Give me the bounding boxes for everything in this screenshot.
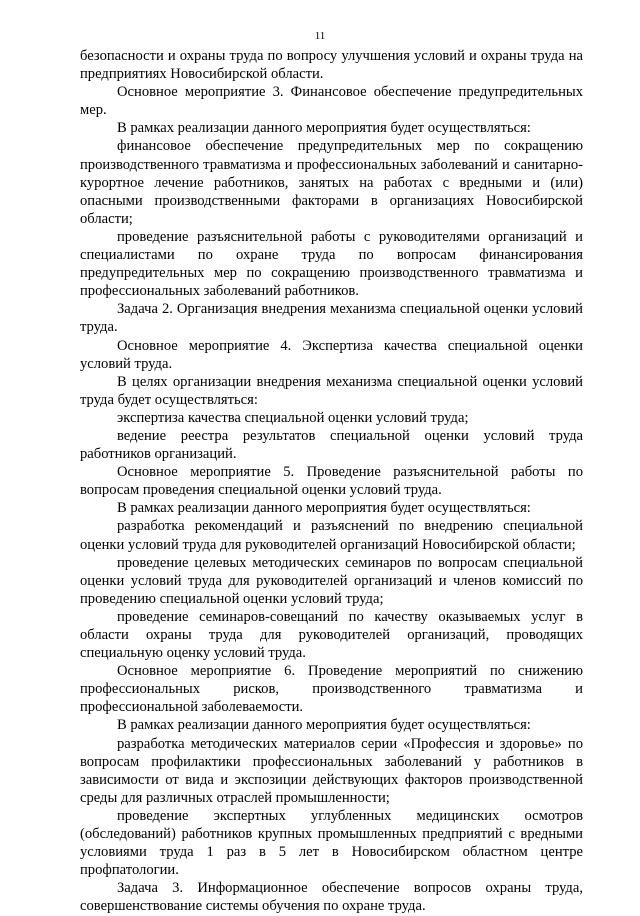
paragraph: ведение реестра результатов специальной оценки условий труда работников организаций. [80,427,583,463]
paragraph: разработка методических материалов серии «Профессия и здоровье» по вопросам профилактики профессиональных заболеваний у работников в зависимости от вида и экспозиции действующих факторов производственной среды для различных отраслей промышленности; [80,735,583,806]
paragraph: Основное мероприятие 3. Финансовое обеспечение предупредительных мер. [80,84,583,119]
paragraph: финансовое обеспечение предупредительных мер по сокращению производственного травматизма и профессиональных заболеваний и санитарно-курортное лечение работников, занятых на работах с вредными и (или) опасными производственными факторами в организациях Новосибирской области; [80,138,583,227]
paragraph: проведение экспертных углубленных медицинских осмотров (обследований) работников крупных промышленных предприятий с вредными условиями труда 1 раз в 5 лет в Новосибирском областном центре профпатологии. [80,807,583,879]
paragraph: безопасности и охраны труда по вопросу улучшения условий и охраны труда на предприятиях Новосибирской области. [80,48,583,83]
document-body [80,47,583,916]
paragraph: В целях организации внедрения механизма специальной оценки условий труда будет осуществляться: [80,373,583,408]
page-number: 11 [314,30,326,42]
paragraph: В рамках реализации данного мероприятия будет осуществляться: [117,500,531,517]
paragraph: проведение разъяснительной работы с руководителями организаций и специалистами по охране труда по вопросам финансирования предупредительных мер по сокращению производственного травматизма и профессиональных заболеваний работников. [80,228,583,300]
paragraph: Задача 2. Организация внедрения механизма специальной оценки условий труда. [80,301,583,336]
paragraph: Основное мероприятие 4. Экспертиза качества специальной оценки условий труда. [80,337,583,372]
paragraph: В рамках реализации данного мероприятия будет осуществляться: [117,717,531,734]
paragraph: проведение семинаров-совещаний по качеству оказываемых услуг в области охраны труда для руководителей организаций, проводящих специальную оценку условий труда. [80,608,583,662]
paragraph: экспертиза качества специальной оценки условий труда; [117,409,469,426]
paragraph: Основное мероприятие 6. Проведение мероприятий по снижению профессиональных рисков, производственного травматизма и профессиональной заболеваемости. [80,663,583,716]
paragraph: разработка рекомендаций и разъяснений по внедрению специальной оценки условий труда для руководителей организаций Новосибирской области; [80,518,583,553]
paragraph: Основное мероприятие 5. Проведение разъяснительной работы по вопросам проведения специальной оценки условий труда. [80,464,583,499]
paragraph: Задача 3. Информационное обеспечение вопросов охраны труда, совершенствование системы обучения по охране труда. [80,880,583,915]
paragraph: В рамках реализации данного мероприятия будет осуществляться: [117,120,531,137]
paragraph: проведение целевых методических семинаров по вопросам специальной оценки условий труда для руководителей организаций и членов комиссий по проведению специальной оценки условий труда; [80,554,583,607]
